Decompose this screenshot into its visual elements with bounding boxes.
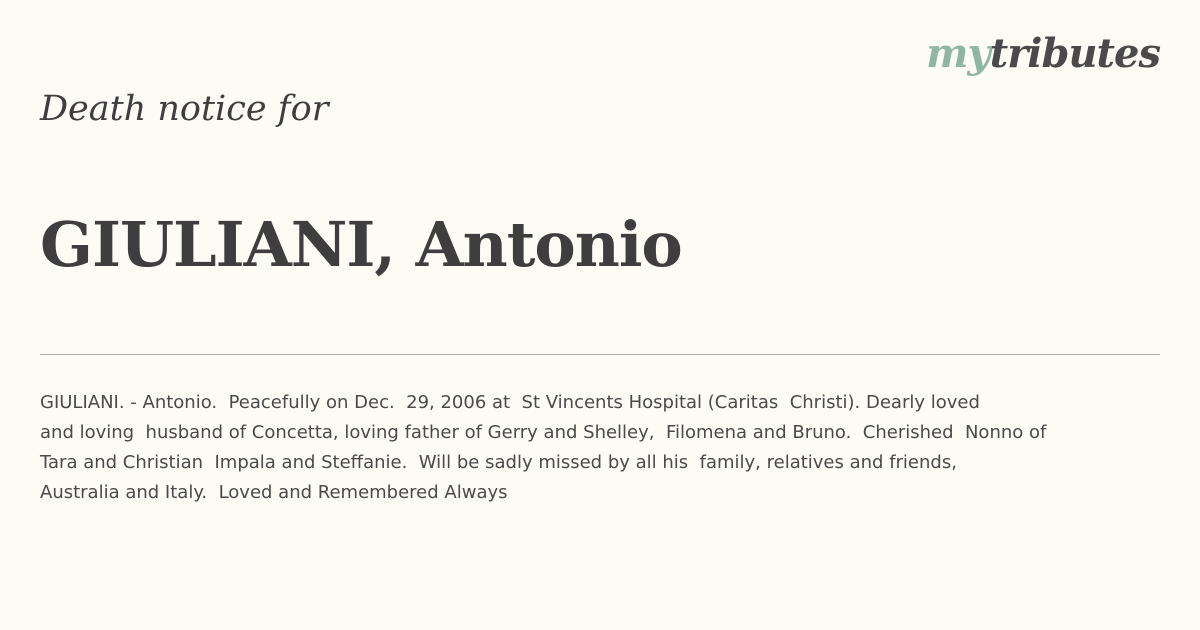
deceased-name: GIULIANI, Antonio — [40, 208, 682, 281]
notice-line: GIULIANI. - Antonio. Peacefully on Dec. 29, 2006 at St Vincents Hospital (Caritas Christi). Dearly loved — [40, 392, 980, 413]
mytributes-logo[interactable] — [926, 30, 1160, 77]
logo-part-tributes: tributes — [989, 30, 1160, 77]
divider — [40, 354, 1160, 355]
notice-line: Australia and Italy. Loved and Remembered Always — [40, 482, 508, 503]
death-notice-kicker: Death notice for — [40, 89, 329, 129]
notice-line: and loving husband of Concetta, loving father of Gerry and Shelley, Filomena and Bruno. Cherished Nonno of — [40, 422, 1047, 443]
notice-line: Tara and Christian Impala and Steffanie. Will be sadly missed by all his family, relatives and friends, — [40, 452, 957, 473]
logo-part-my: my — [926, 30, 990, 77]
notice-text — [40, 388, 1160, 508]
